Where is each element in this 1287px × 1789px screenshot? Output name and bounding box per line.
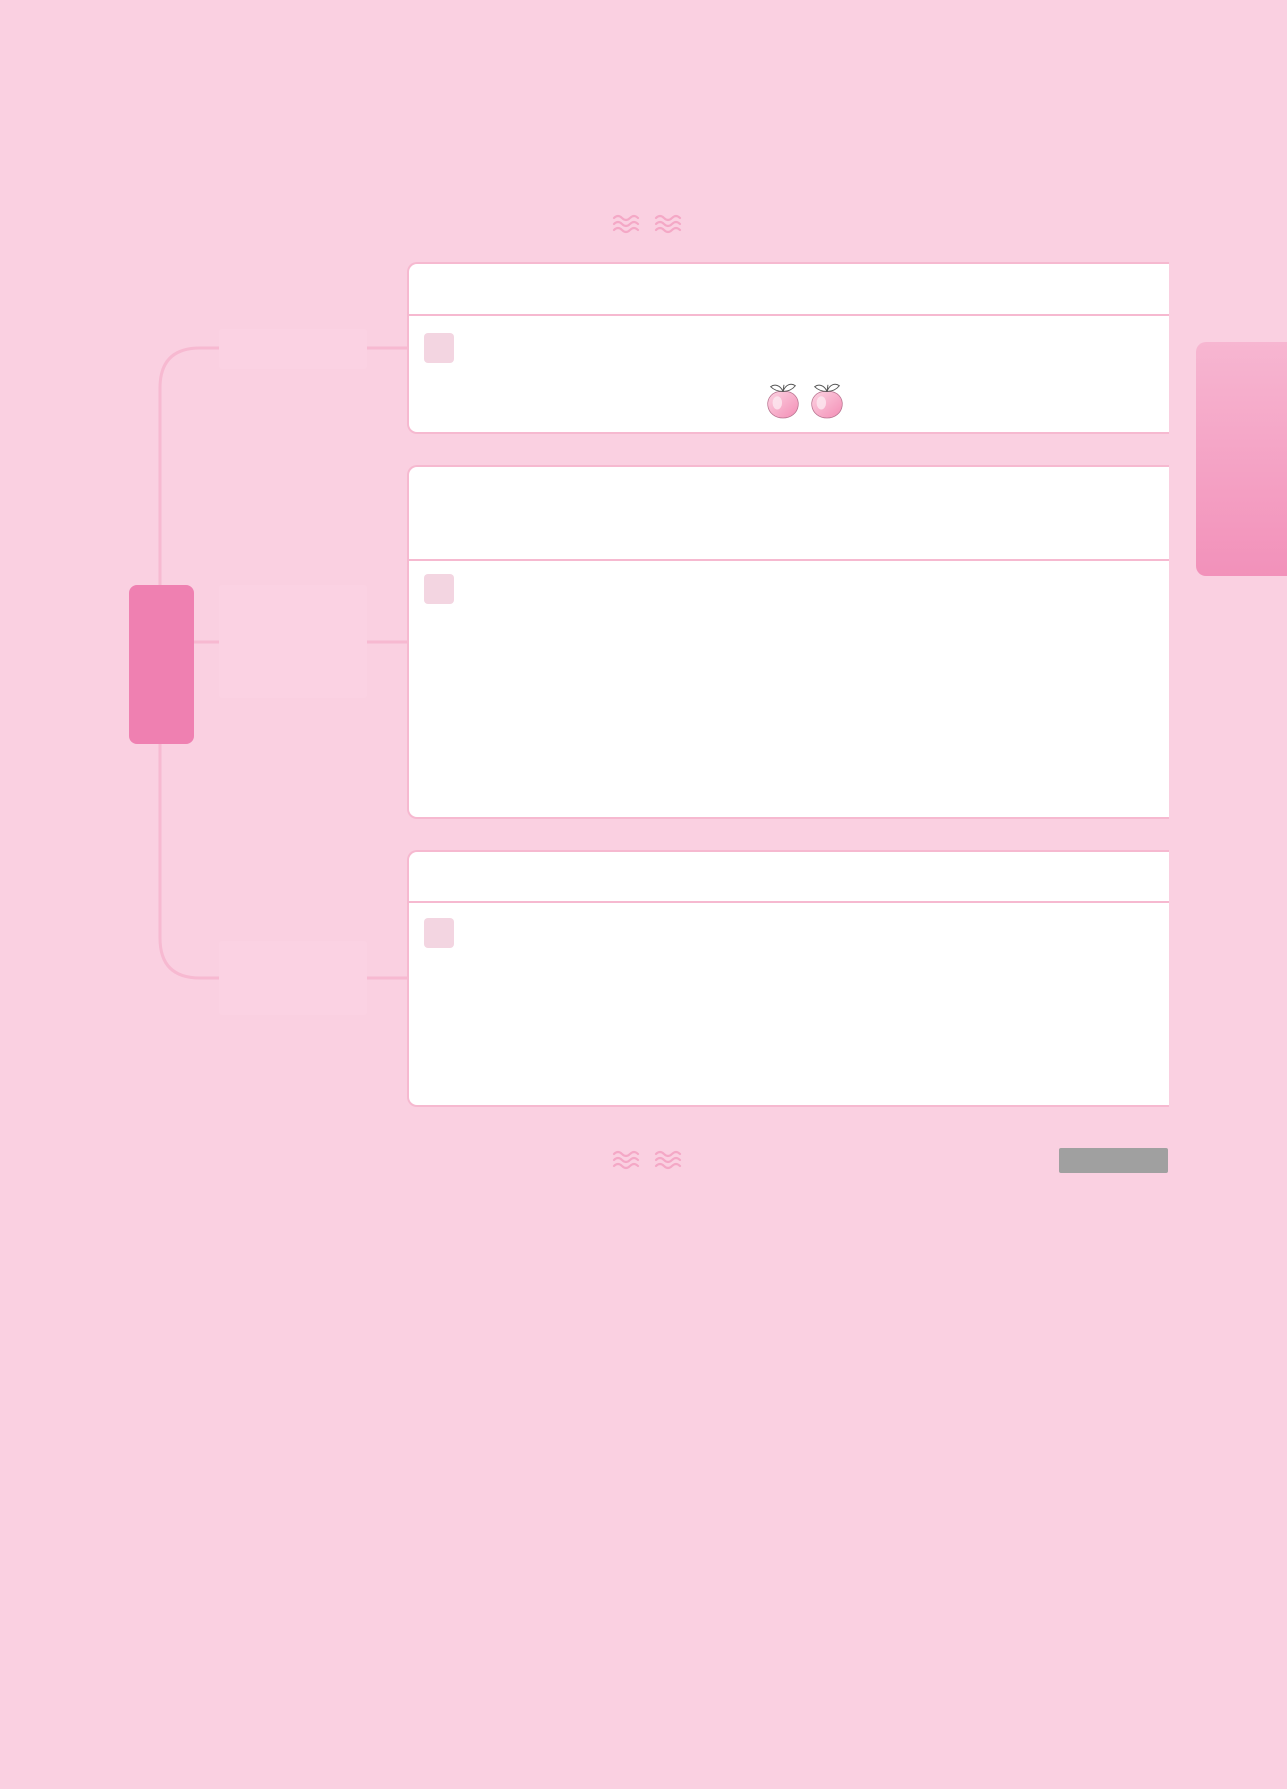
peach-icon — [764, 381, 802, 419]
answer-reference-badge — [1059, 1148, 1168, 1173]
example-tag — [424, 918, 454, 948]
unit-side-tab — [1196, 342, 1287, 576]
peach-icon — [808, 381, 846, 419]
example-tag — [424, 574, 454, 604]
page-footer — [1151, 1664, 1181, 1706]
panel-divider — [409, 901, 1169, 903]
panel-divider — [409, 314, 1169, 316]
section-heading-knowledge — [448, 202, 848, 246]
panel-multiple — [407, 850, 1169, 1107]
wave-decoration-icon — [612, 213, 642, 235]
mindmap-node-multiple — [219, 941, 367, 1015]
wave-decoration-icon — [612, 1149, 642, 1171]
mindmap-node-meaning — [219, 329, 367, 369]
panel-divider — [409, 559, 1169, 561]
wave-decoration-icon — [654, 213, 684, 235]
wave-decoration-icon — [654, 1149, 684, 1171]
section-heading-practice — [448, 1138, 848, 1182]
mindmap-node-times-of — [219, 585, 367, 698]
mindmap-root — [129, 585, 194, 744]
example-tag — [424, 333, 454, 363]
panel-times-of — [407, 465, 1169, 819]
meaning-relation — [764, 381, 849, 419]
